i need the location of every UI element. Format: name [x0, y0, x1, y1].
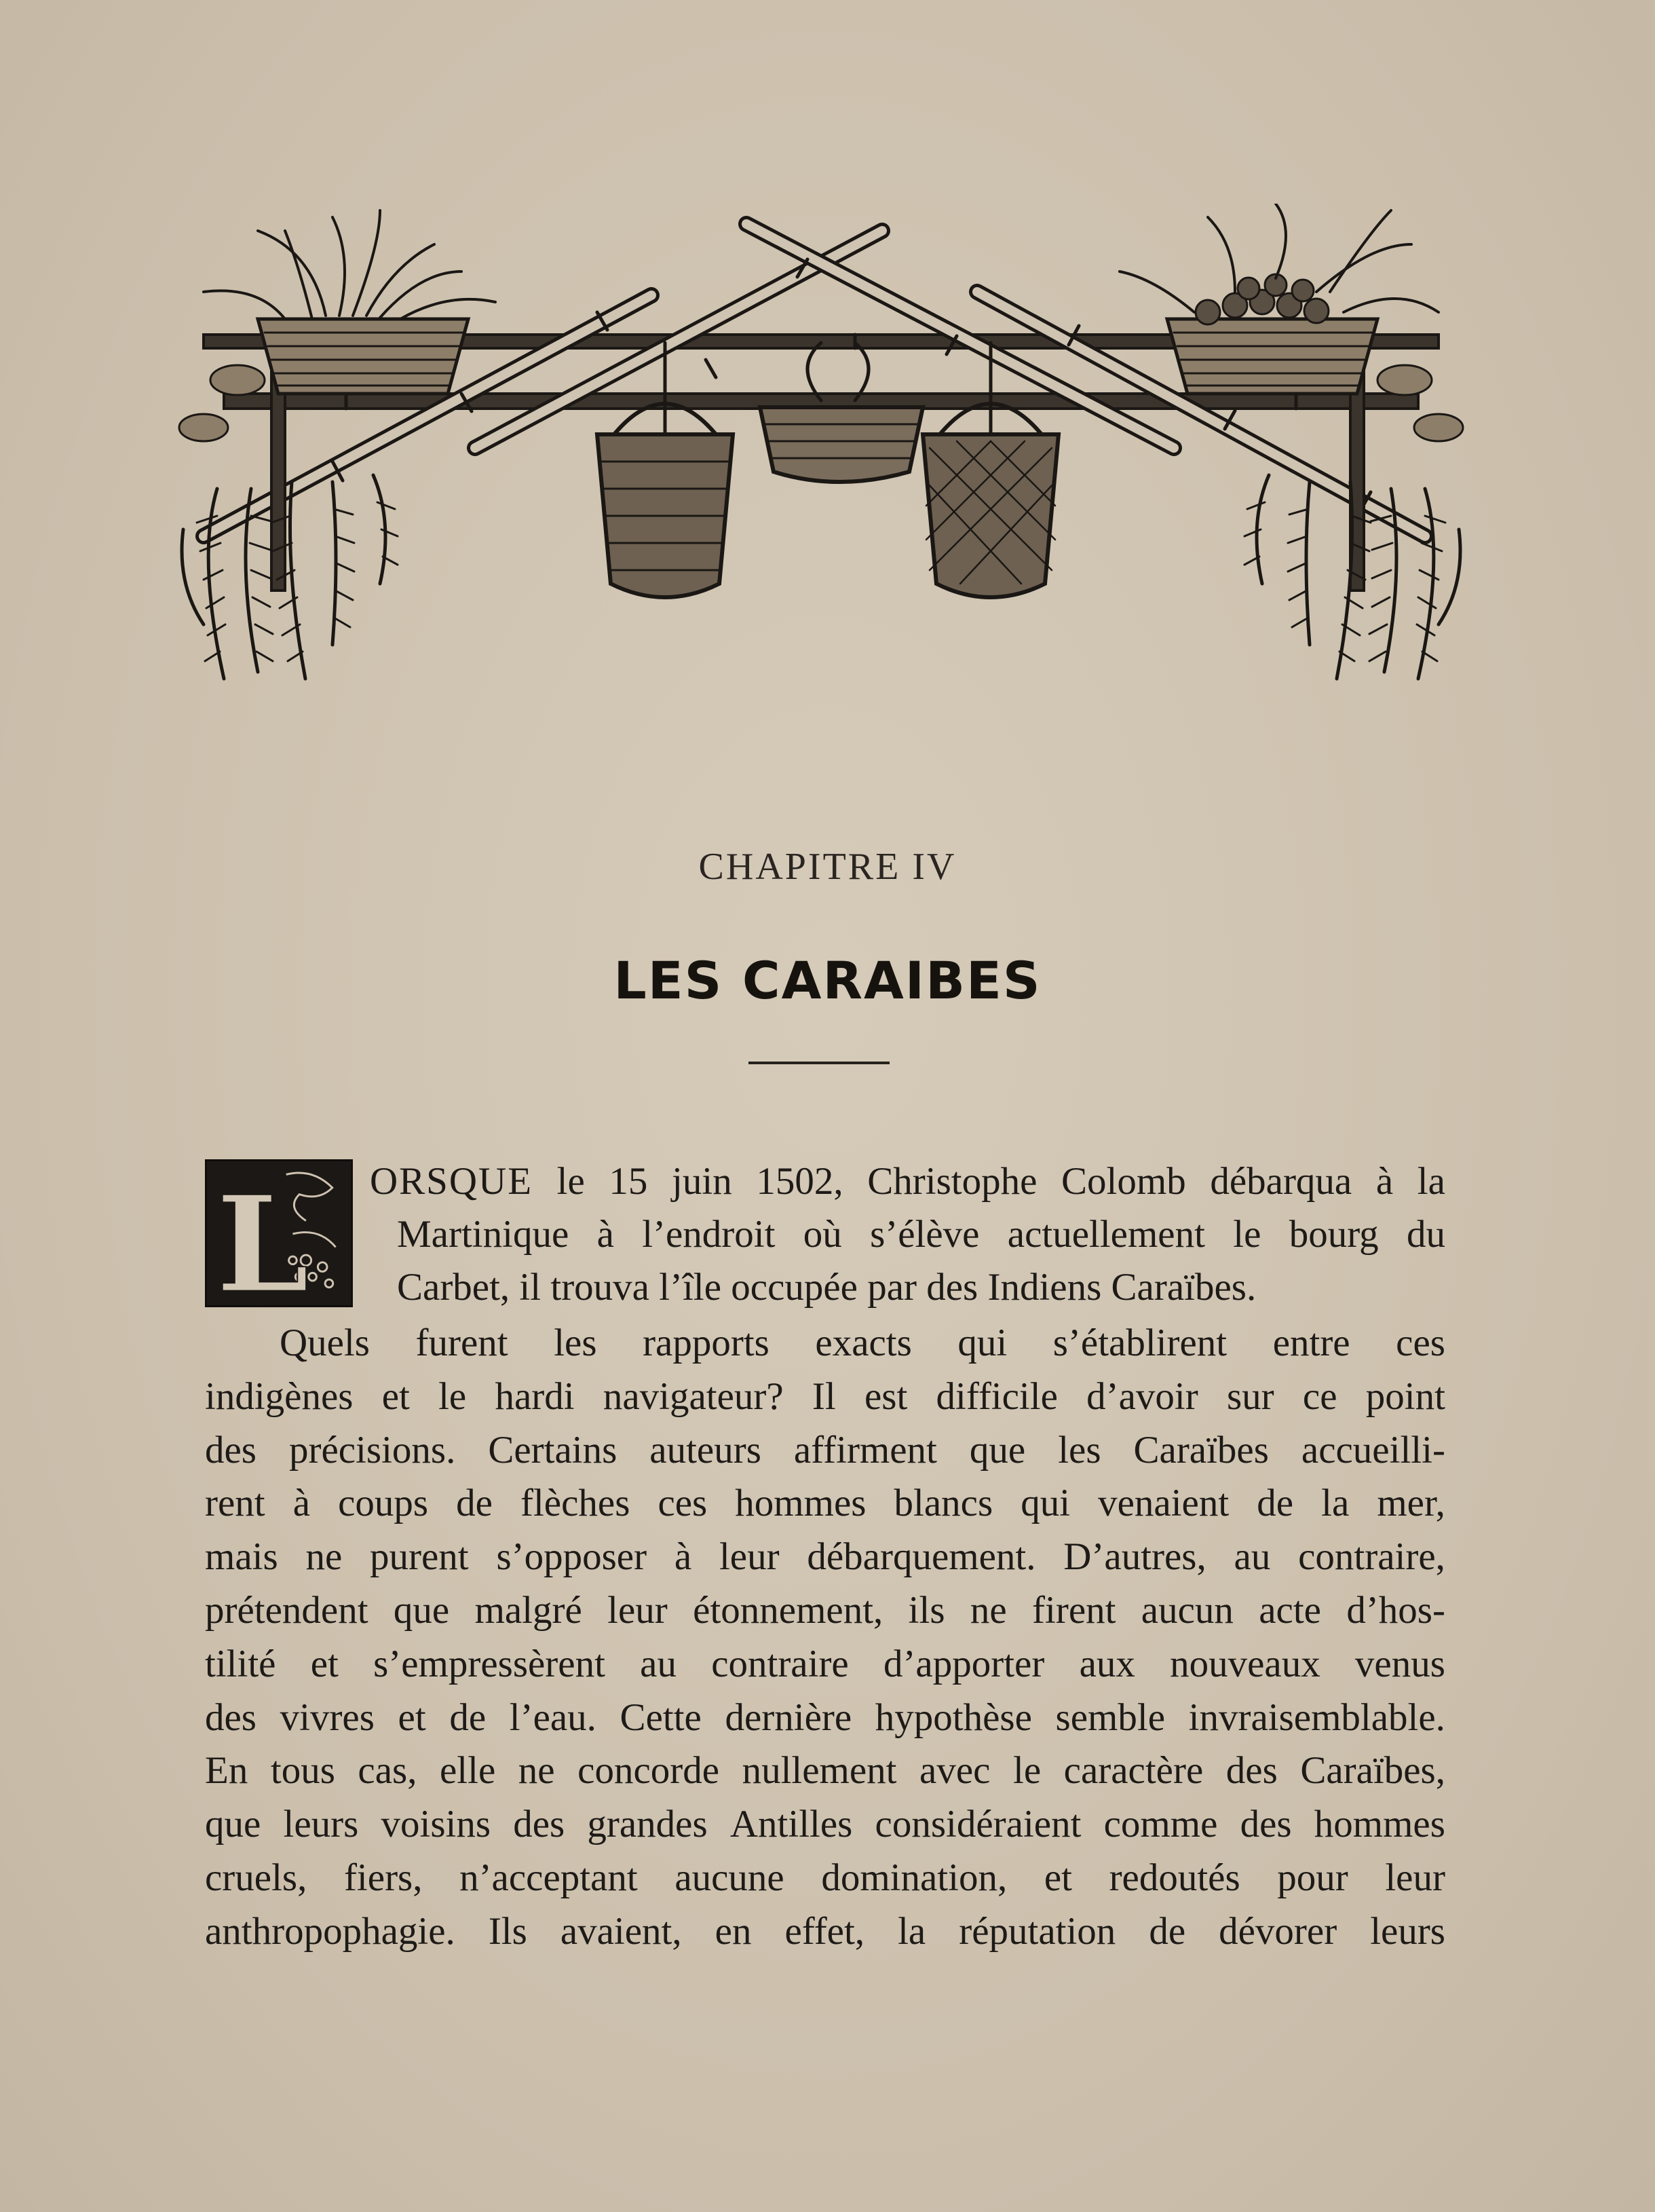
word: Certains [488, 1428, 617, 1471]
word: est [864, 1374, 908, 1418]
word: ces [1396, 1321, 1445, 1364]
opening-line-3: Carbet, il trouva l’île occupée par des Indiens Caraïbes. [397, 1266, 1257, 1309]
word: leur [719, 1535, 780, 1579]
word: hardi [495, 1374, 575, 1418]
word: de [1149, 1909, 1186, 1953]
word: aucune [674, 1856, 784, 1899]
word: redoutés [1109, 1856, 1240, 1899]
word: entre [1272, 1321, 1350, 1364]
word: s’opposer [496, 1535, 647, 1579]
opening-line-1: ORSQUE le 15 juin 1502, Christophe Colomb débarqua à la [370, 1160, 1445, 1203]
word: leur [1385, 1856, 1445, 1899]
word: exacts [815, 1321, 912, 1364]
word: précisions. [288, 1428, 456, 1471]
word: navigateur? [603, 1374, 784, 1418]
text-line [205, 1798, 1445, 1852]
word: des [1225, 1749, 1278, 1793]
word: point [1365, 1374, 1445, 1418]
word: des [205, 1695, 256, 1739]
word: rent [205, 1482, 265, 1525]
word: furent [415, 1321, 508, 1364]
word: leur [607, 1588, 668, 1632]
word: que [393, 1588, 450, 1632]
word: aux [1079, 1642, 1135, 1685]
word: cas, [358, 1749, 417, 1793]
word: l’eau. [509, 1695, 596, 1739]
word: étonnement, [693, 1588, 883, 1632]
word: contraire, [1298, 1535, 1445, 1579]
drop-cap-letter: L [216, 1166, 309, 1305]
word: caractère [1063, 1749, 1204, 1793]
word: nouveaux [1170, 1642, 1320, 1685]
word: ils [908, 1588, 945, 1632]
word: prétendent [205, 1588, 368, 1632]
word: ne [970, 1588, 1007, 1632]
word: grandes [587, 1803, 708, 1846]
word: Caraïbes, [1300, 1749, 1445, 1793]
chapter-number: CHAPITRE IV [698, 846, 957, 888]
word: de [449, 1695, 487, 1739]
word: les [554, 1321, 597, 1364]
word: malgré [474, 1588, 582, 1632]
word: n’acceptant [459, 1856, 638, 1899]
word: leurs [283, 1803, 359, 1846]
word: fiers, [343, 1856, 423, 1899]
text-line [205, 1317, 1445, 1370]
drop-cap-initial [205, 1159, 353, 1307]
basket-headpiece-icon [176, 204, 1466, 706]
word: d’avoir [1086, 1374, 1198, 1418]
word: firent [1032, 1588, 1116, 1632]
word: d’apporter [883, 1642, 1045, 1685]
word: que [205, 1803, 261, 1846]
word: coups [338, 1482, 429, 1525]
word: hommes [735, 1482, 867, 1525]
word: ne [305, 1535, 343, 1579]
word: cruels, [205, 1856, 307, 1899]
word: mer, [1377, 1482, 1445, 1525]
word: débarquement. [807, 1535, 1036, 1579]
word: ne [518, 1749, 555, 1793]
word: concorde [577, 1749, 720, 1793]
text-line [205, 1744, 1445, 1798]
word: Caraïbes [1133, 1428, 1269, 1471]
text-line [205, 1905, 1445, 1959]
word: Antilles [729, 1803, 853, 1846]
word: au [640, 1642, 677, 1685]
word: comme [1103, 1803, 1218, 1846]
word: Ils [488, 1909, 527, 1953]
word: rapports [643, 1321, 769, 1364]
word: des [205, 1428, 256, 1471]
word: et [310, 1642, 339, 1685]
word: qui [1021, 1482, 1071, 1525]
word: tilité [205, 1642, 276, 1685]
word: aucun [1141, 1588, 1234, 1632]
word: hypothèse [875, 1695, 1032, 1739]
word: purent [370, 1535, 469, 1579]
word: auteurs [649, 1428, 761, 1471]
word: indigènes [205, 1374, 354, 1418]
word: hommes [1314, 1803, 1445, 1846]
text-line [205, 1852, 1445, 1905]
word: sur [1227, 1374, 1274, 1418]
word: D’autres, [1063, 1535, 1206, 1579]
word: Quels [280, 1321, 370, 1364]
word: elle [439, 1749, 496, 1793]
word: de [456, 1482, 493, 1525]
word: En [205, 1749, 248, 1793]
word: semble [1055, 1695, 1166, 1739]
word: pour [1277, 1856, 1348, 1899]
word: au [1234, 1535, 1271, 1579]
word: venaient [1098, 1482, 1230, 1525]
word: en [715, 1909, 752, 1953]
word: à [674, 1535, 692, 1579]
word: invraisemblable. [1188, 1695, 1445, 1739]
text-line [205, 1477, 1445, 1531]
word: Il [812, 1374, 836, 1418]
opening-lines [370, 1155, 1445, 1314]
chapter-title: LES CARAIBES [613, 950, 1042, 1011]
word: nullement [742, 1749, 897, 1793]
word: que [969, 1428, 1026, 1471]
word: réputation [959, 1909, 1116, 1953]
word: de [1257, 1482, 1294, 1525]
word: anthropophagie. [205, 1909, 455, 1953]
word: blancs [894, 1482, 993, 1525]
word: difficile [936, 1374, 1058, 1418]
word: d’hos- [1346, 1588, 1445, 1632]
word: tous [270, 1749, 335, 1793]
word: le [438, 1374, 467, 1418]
word: acte [1259, 1588, 1321, 1632]
word: le [1012, 1749, 1042, 1793]
word: Cette [620, 1695, 702, 1739]
word: ces [658, 1482, 708, 1525]
word: dévorer [1219, 1909, 1337, 1953]
text-line [205, 1424, 1445, 1478]
word: vivres [280, 1695, 375, 1739]
word: les [1058, 1428, 1101, 1471]
word: contraire [711, 1642, 849, 1685]
text-line [205, 1531, 1445, 1584]
word: avec [919, 1749, 991, 1793]
opening-line-2: Martinique à l’endroit où s’élève actuellement le bourg du [397, 1213, 1445, 1256]
word: flèches [520, 1482, 630, 1525]
word: domination, [821, 1856, 1008, 1899]
word: effet, [784, 1909, 865, 1953]
title-divider [748, 1062, 890, 1064]
word: dernière [725, 1695, 852, 1739]
word: et [381, 1374, 410, 1418]
word: mais [205, 1535, 278, 1579]
word: considéraient [875, 1803, 1082, 1846]
word: ce [1302, 1374, 1337, 1418]
word: s’établirent [1052, 1321, 1228, 1364]
word: avaient, [560, 1909, 682, 1953]
body-paragraph [205, 1317, 1445, 1959]
word: qui [957, 1321, 1008, 1364]
word: et [1044, 1856, 1072, 1899]
word: affirment [793, 1428, 937, 1471]
word: et [398, 1695, 426, 1739]
word: à [292, 1482, 310, 1525]
word: accueilli- [1301, 1428, 1445, 1471]
text-line [205, 1584, 1445, 1638]
word: des [1240, 1803, 1292, 1846]
word: venus [1354, 1642, 1445, 1685]
word: des [513, 1803, 565, 1846]
word: la [1321, 1482, 1350, 1525]
word: leurs [1370, 1909, 1445, 1953]
text-line [205, 1638, 1445, 1691]
word: s’empressèrent [373, 1642, 605, 1685]
word: voisins [381, 1803, 491, 1846]
text-line [205, 1370, 1445, 1424]
text-line [205, 1691, 1445, 1745]
word: la [898, 1909, 926, 1953]
